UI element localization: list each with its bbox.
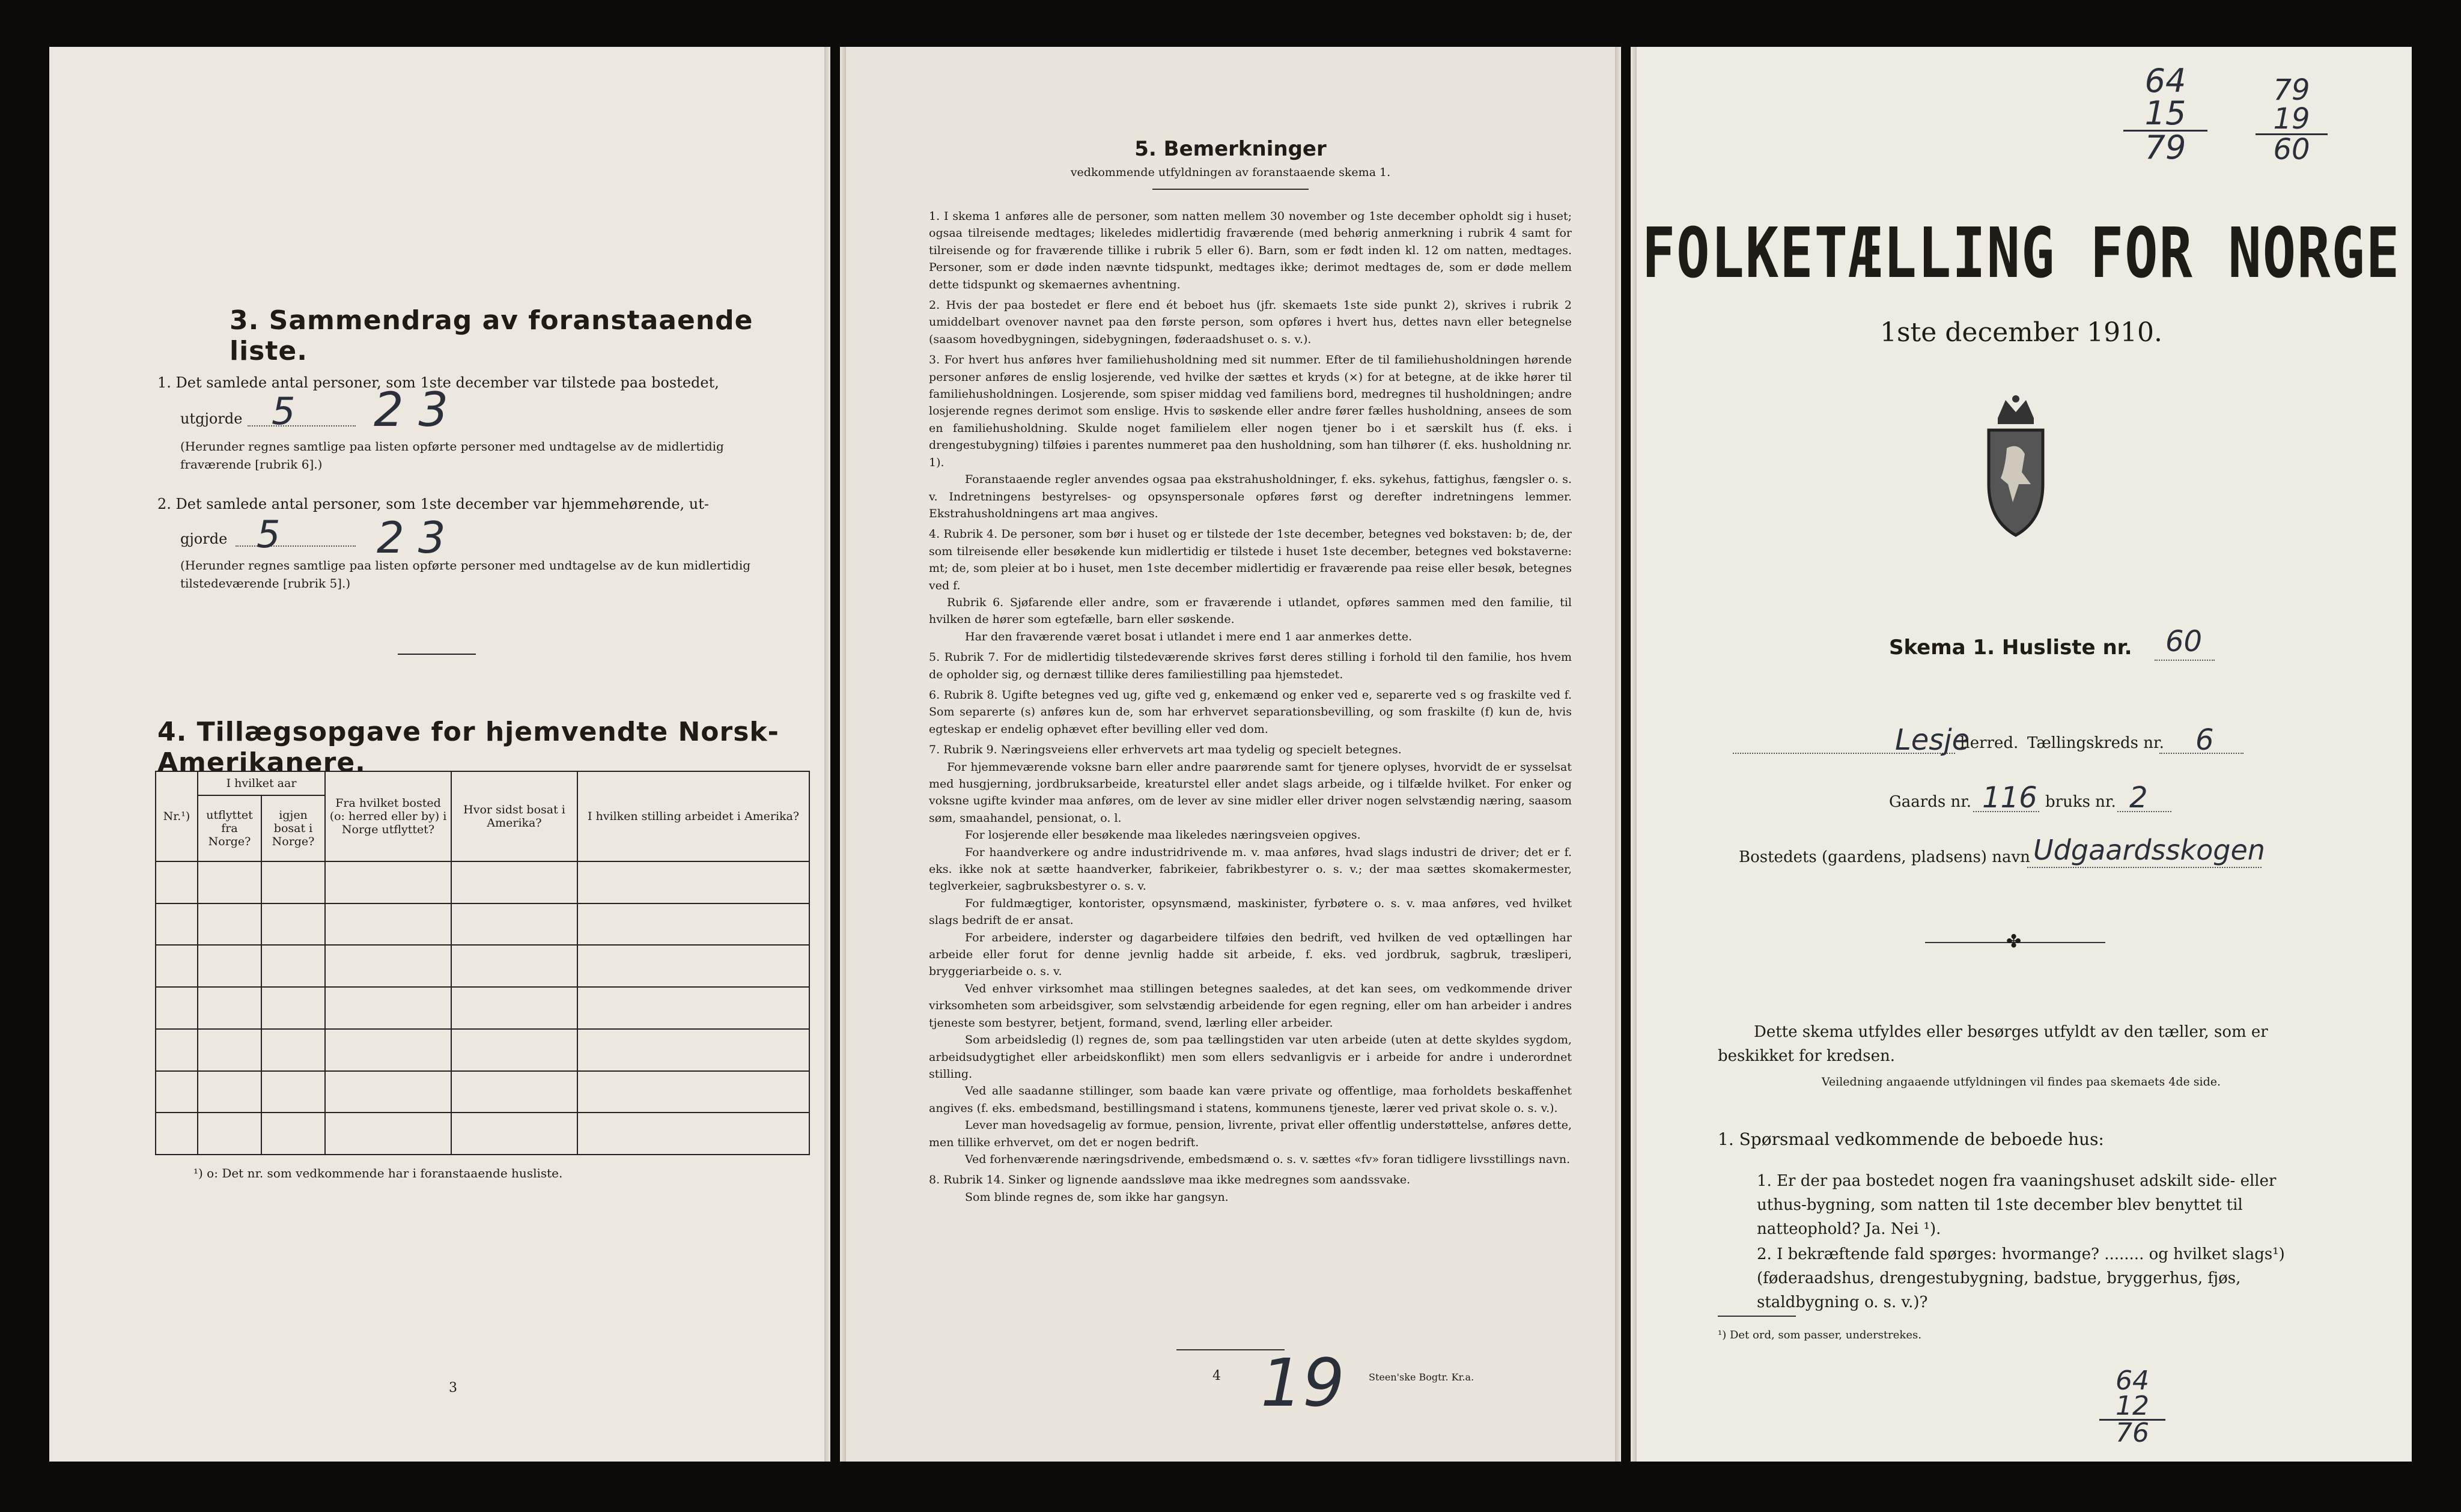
item2-value: 5	[257, 512, 281, 556]
gaards-label: Gaards nr.	[1889, 793, 1972, 811]
table-row	[156, 1113, 809, 1155]
page-middle	[840, 47, 1621, 1462]
remark-paragraph: For fuldmægtiger, kontorister, opsynsmænd, maskinister, fyrbøtere o. s. v. maa anføres, ved hvilket slags bedrift de er ansat.	[929, 896, 1572, 928]
remark-paragraph: For hjemmeværende voksne barn eller andre paarørende samt for tjenere oplyses, hvorvidt de er sysselsat med husgjerning, jordbruksarbeide, kreaturstel eller andet slags arbeide, og i tilfælde hvilket. For enker og voksne ugifte kvinder maa anføres, om de lever av sine midler eller driver nogen selvstændig næring, saasom søm, smaahandel, pensionat, o. l.	[929, 760, 1572, 825]
bottom-hand-value: 64	[2116, 1365, 2149, 1396]
bosted-label: Bostedets (gaardens, pladsens) navn	[1739, 848, 2030, 866]
remark-paragraph: For losjerende eller besøkende maa likeledes næringsveien opgives.	[965, 828, 1361, 842]
norway-coat-of-arms-icon	[1971, 394, 2061, 538]
schema-value: 60	[2165, 625, 2203, 658]
page-left	[49, 47, 830, 1462]
remark-paragraph: 2. Hvis der paa bostedet er flere end ét beboet hus (jfr. skemaets 1ste side punkt 2), skrives i rubrik 2 umiddelbart ovenover navnet paa den første person, som opføres i hvert hus, dettes navn eller betegnelse (saasom hovedbygningen, sidebygningen, føderaadshuset o. s. v.).	[929, 299, 1572, 346]
remark-paragraph: Ved enhver virksomhet maa stillingen betegnes saaledes, at det kan sees, om vedkommende driver virksomheten som arbeidsgiver, som selvstændig arbeidende for egen regning, eller om han arbeider i andres tjeneste som bestyrer, betjent, formand, svend, lærling eller arbeider.	[929, 982, 1572, 1030]
separator	[398, 654, 476, 655]
item2-extra: 2 3	[377, 512, 446, 563]
page-right	[1631, 47, 2412, 1462]
item1-dotline	[248, 425, 356, 427]
table-row	[156, 903, 809, 946]
remark-paragraph: Har den fraværende været bosat i utlandet i mere end 1 aar anmerkes dette.	[965, 630, 1413, 643]
remarks-title: 5. Bemerkninger	[1134, 137, 1327, 161]
corner-right-value: 19	[2273, 102, 2310, 136]
question1-2: 2. I bekræftende fald spørges: hvormange? ........ og hvilket slags¹) (føderaadshus, drengestubygning, badstue, bryggerhus, fjøs, staldbygning o. s. v.)?	[1757, 1245, 2285, 1311]
gaards-value: 116	[1982, 781, 2037, 815]
section4-title: 4. Tillægsopgave for hjemvendte Norsk-Amerikanere.	[157, 717, 779, 778]
printer-credit: Steen'ske Bogtr. Kr.a.	[1369, 1371, 1474, 1383]
herred-value: Lesje	[1895, 723, 1970, 757]
krets-value: 6	[2195, 723, 2214, 757]
bottom-handwritten-number	[2099, 1365, 2165, 1448]
remarks-rule	[1152, 189, 1309, 190]
bruks-value: 2	[2129, 781, 2148, 815]
bruks-label: bruks nr.	[2045, 793, 2116, 811]
remark-paragraph: For haandverkere og andre industridrivende m. v. maa anføres, hvad slags industri de driver; det er f. eks. ikke nok at sætte haandverker, fabrikeier, fabrikbestyrer o. s. v.; der maa sættes skomakermester, teglverkeier, sagbruksbestyrer o. s. v.	[929, 845, 1572, 893]
remark-paragraph: For arbeidere, inderster og dagarbeidere tilføies den bedrift, ved hvilken de ved optællingen har arbeide eller forut for denne jevnlig hadde sit arbeide, f. eks. ved jordbruk, sagbruk, træsliperi, bryggeriarbeide o. s. v.	[929, 931, 1572, 979]
table-row	[156, 861, 809, 903]
remark-paragraph: Lever man hovedsagelig av formue, pension, livrente, privat eller offentlig understøttelse, anføres dette, men tillike erhvervet, om det er nogen bedrift.	[929, 1119, 1572, 1149]
remark-paragraph: 6. Rubrik 8. Ugifte betegnes ved ug, gifte ved g, enkemænd og enker ved e, separerte ved s og fraskilte ved f. Som separerte (s) anføres kun de, som har erhvervet separationsbevilling, og som fraskilte (f) kun de, hvis egteskap er endelig ophævet efter bevilling eller ved dom.	[929, 688, 1572, 736]
table-row	[156, 987, 809, 1029]
fold-shadow	[824, 47, 830, 1462]
form-date: 1ste december 1910.	[1879, 317, 2163, 348]
fold-shadow	[1615, 47, 1621, 1462]
item1-extra: 2 3	[374, 383, 449, 437]
bottom-hand-value: 12	[2116, 1391, 2149, 1421]
item1-text: 1. Det samlede antal personer, som 1ste december var tilstede paa bostedet,	[157, 374, 719, 391]
remark-paragraph: Ved forhenværende næringsdrivende, embedsmænd o. s. v. sættes «fv» foran tidligere livsstillings navn.	[965, 1152, 1571, 1166]
footnote-rule	[1718, 1316, 1796, 1317]
krets-label: Tællingskreds nr.	[2027, 734, 2164, 752]
header-col4: Hvor sidst bosat i Amerika?	[451, 771, 577, 861]
question1-title: 1. Spørsmaal vedkommende de beboede hus:	[1718, 1129, 2104, 1149]
corner-left-value: 79	[2123, 130, 2207, 164]
remark-paragraph: Som blinde regnes de, som ikke har gangsyn.	[965, 1190, 1229, 1204]
page-number: 4	[1212, 1368, 1221, 1383]
amerikanere-table	[155, 771, 810, 1155]
header-col5: I hvilken stilling arbeidet i Amerika?	[577, 771, 809, 861]
remark-paragraph: 5. Rubrik 7. For de midlertidig tilstedeværende skrives først deres stilling i forhold til den familie, hos hvem de opholder sig, og dernæst tillike deres familiestilling paa hjemstedet.	[929, 651, 1572, 681]
form-footnote: ¹) Det ord, som passer, understrekes.	[1718, 1329, 1921, 1341]
remark-paragraph: 7. Rubrik 9. Næringsveiens eller erhvervets art maa tydelig og specielt betegnes.	[929, 743, 1402, 757]
remark-paragraph: 1. I skema 1 anføres alle de personer, som natten mellem 30 november og 1ste december opholdt sig i huset; ogsaa tilreisende medtages; likeledes midlertidig fraværende (med behørig anmerkning i rubrik 4 samt for tilreisende og for fraværende tillike i rubrik 5 eller 6). Barn, som er født inden kl. 12 om natten, medtages. Personer, som er døde inden nævnte tidspunkt, medtages ikke; derimot medtages de, som er døde mellem dette tidspunkt og skemaernes avhentning.	[929, 210, 1572, 291]
remark-paragraph: 4. Rubrik 4. De personer, som bør i huset og er tilstede der 1ste december, betegnes ved bokstaven: b; de, der som tilreisende eller besøkende kun midlertidig er tilstede i huset 1ste december, betegnes ved bokstaverne: mt; de, som pleier at bo i huset, men 1ste december midlertidig er fraværende paa reise eller besøk, betegnes ved f.	[929, 527, 1572, 592]
table-row	[156, 1029, 809, 1071]
section4-footnote: ¹) o: Det nr. som vedkommende har i foranstaaende husliste.	[193, 1166, 563, 1180]
remark-paragraph: Foranstaaende regler anvendes ogsaa paa ekstrahusholdninger, f. eks. sykehus, fattighus, fængsler o. s. v. Indretningens bestyrelses- og opsynspersonale opføres først og derefter indretningens lemmer. Ekstrahusholdningens art maa angives.	[929, 473, 1572, 520]
item2-label: gjorde	[180, 530, 228, 547]
remarks-body	[929, 208, 1572, 1206]
item1-label: utgjorde	[180, 410, 243, 427]
header-nr: Nr.¹)	[156, 771, 198, 861]
section3-title: 3. Sammendrag av foranstaaende liste.	[230, 305, 753, 366]
schema-dotline	[2155, 660, 2215, 661]
bottom-hand-value: 76	[2099, 1419, 2165, 1446]
header-col2: igjen bosat i Norge?	[261, 795, 325, 861]
remark-paragraph: Som arbeidsledig (l) regnes de, som paa tællingstiden var uten arbeide (uten at dette skyldes sygdom, arbeidsudygtighet eller arbeidskonflikt) men som ellers sedvanligvis er i arbeide for andre i underordnet stilling.	[929, 1033, 1572, 1081]
instruction-note: Veiledning angaaende utfyldningen vil findes paa skemaets 4de side.	[1821, 1075, 2221, 1088]
header-col1: utflyttet fra Norge?	[198, 795, 261, 861]
corner-number-left	[2123, 62, 2207, 166]
fold-shadow	[840, 47, 846, 1462]
item2-text: 2. Det samlede antal personer, som 1ste december var hjemmehørende, ut-	[157, 496, 709, 512]
bosted-value: Udgaardsskogen	[2033, 834, 2265, 866]
table-row	[156, 945, 809, 987]
form-title: FOLKETÆLLING FOR NORGE	[1641, 213, 2401, 294]
bosted-dotline	[2027, 867, 2262, 868]
corner-left-value: 15	[2144, 94, 2186, 132]
remark-paragraph: Ved alle saadanne stillinger, som baade kan være private og offentlige, maa forholdets beskaffenhet angives (f. eks. embedsmand, bestillingsmand i statens, kommunens tjeneste, lærer ved privat skole o. s. v.).	[929, 1084, 1572, 1115]
item1-note: (Herunder regnes samtlige paa listen opførte personer med undtagelse av de midlertidig fraværende [rubrik 6].)	[180, 439, 724, 472]
question1-1: 1. Er der paa bostedet nogen fra vaaningshuset adskilt side- eller uthus-bygning, som natten til 1ste december blev benyttet til natteophold? Ja. Nei ¹).	[1757, 1172, 2277, 1238]
instruction-text: Dette skema utfyldes eller besørges utfyldt av den tæller, som er beskikket for kredsen.	[1718, 1023, 2268, 1065]
corner-number-right	[2256, 73, 2328, 166]
handwritten-number: 19	[1261, 1344, 1345, 1421]
remark-paragraph: 3. For hvert hus anføres hver familiehusholdning med sit nummer. Efter de til familiehusholdningen hørende personer anføres de enslig losjerende, ved hvilke der sættes et kryds (×) for at betegne, at de ikke hører til familiehusholdningen. Losjerende, som spiser middag ved familiens bord, medregnes til husholdningen; andre losjerende regnes derimot som enslige. Hvis to søskende eller andre fører fælles husholdning, ansees de som en familiehusholdning. Skulde noget familielem eller nogen tjener bo i et særskilt hus (f. eks. i drengestubygning) tilføies i parentes nummeret paa den husholdning, som han tilhører (f. eks. husholdning nr. 1).	[929, 353, 1572, 469]
item2-note: (Herunder regnes samtlige paa listen opførte personer med undtagelse av de kun midlertidig tilstedeværende [rubrik 5].)	[180, 558, 751, 591]
header-col3: Fra hvilket bosted (o: herred eller by) i Norge utflyttet?	[325, 771, 451, 861]
ornament-icon: ✤	[2006, 931, 2022, 952]
remark-paragraph: 8. Rubrik 14. Sinker og lignende aandssløve maa ikke medregnes som aandssvake.	[929, 1173, 1411, 1187]
header-group: I hvilket aar	[198, 771, 325, 795]
item1-value: 5	[272, 389, 296, 433]
corner-right-value: 79	[2273, 73, 2310, 107]
herred-label: herred.	[1960, 734, 2019, 752]
schema-label: Skema 1. Husliste nr.	[1889, 636, 2132, 660]
item2-dotline	[236, 545, 356, 547]
remarks-subtitle: vedkommende utfyldningen av foranstaaende skema 1.	[1070, 166, 1391, 179]
remark-paragraph: Rubrik 6. Sjøfarende eller andre, som er fraværende i utlandet, opføres sammen med den familie, til hvilken de hører som egtefælle, barn eller søskende.	[929, 595, 1572, 627]
table-row	[156, 1071, 809, 1113]
corner-left-value: 64	[2144, 62, 2186, 100]
fold-shadow	[1631, 47, 1637, 1462]
corner-right-value: 60	[2256, 133, 2328, 164]
page-number: 3	[449, 1380, 457, 1395]
